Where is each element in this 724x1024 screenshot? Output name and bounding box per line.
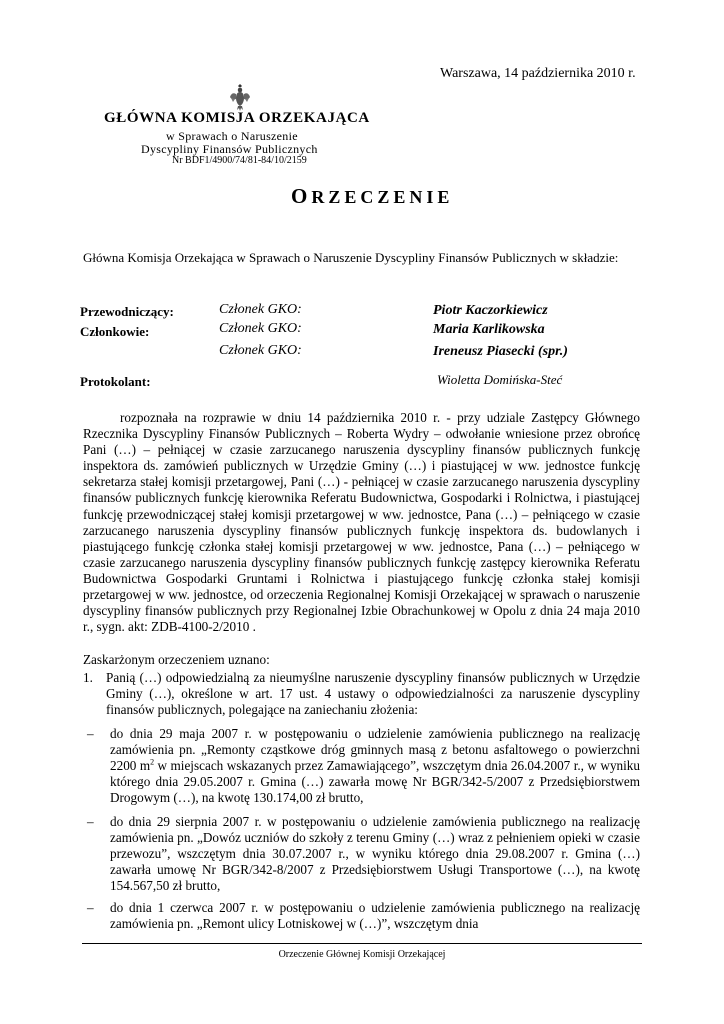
list-item-text: Panią (…) odpowiedzialną za nieumyślne naruszenie dyscypliny finansów publicznych w Urzędzie Gminy (…), określone w art. 17 ust. 4 ustawy o odpowiedzialności za naruszenie dyscypliny finansów publicznych, polegające na zaniechaniu złożenia: <box>106 670 640 718</box>
list-item-text-part: w miejscach wskazanych przez Zamawiającego”, wszczętym dnia 26.04.2007 r., w wyniku którego dnia 29.05.2007 r. Gmina (…) zawarła mowę Nr BGR/342-5/2007 z Przedsiębiorstwem Drogowym (…), na kwotę 130.174,00 zł brutto, <box>110 758 640 806</box>
member-name: Piotr Kaczorkiewicz <box>433 303 548 318</box>
ruling-body <box>83 410 640 635</box>
document-title <box>291 184 453 209</box>
list-item-text-part: do dnia 29 maja 2007 r. w postępowaniu o udzielenie zamówienia publicznego na realizację zamówienia pn. „Remonty cząstkowe dróg gminnych masą z betonu asfaltowego o powierzchni 2200 m <box>110 726 640 774</box>
polish-eagle-emblem-icon <box>229 84 251 112</box>
document-title-initial: O <box>291 184 312 208</box>
members-label: Członkowie: <box>80 324 150 339</box>
page-footer: Orzeczenie Głównej Komisji Orzekającej <box>278 949 446 960</box>
footer-divider <box>82 943 642 944</box>
superscript: 2 <box>150 757 155 767</box>
case-number: Nr BDF1/4900/74/81-84/10/2159 <box>172 155 307 166</box>
list-item <box>83 670 640 718</box>
recorder-name: Wioletta Domińska-Steć <box>437 372 563 387</box>
composition-intro: Główna Komisja Orzekająca w Sprawach o Naruszenie Dyscypliny Finansów Publicznych w składzie: <box>83 250 619 265</box>
member-title: Członek GKO: <box>219 302 302 317</box>
list-item-number: 1. <box>83 670 93 685</box>
document-title-rest: RZECZENIE <box>311 187 454 207</box>
list-item-text: do dnia 1 czerwca 2007 r. w postępowaniu o udzielenie zamówienia publicznego na realizację zamówienia pn. „Remont ulicy Lotniskowej w (…)”, wszczętym dnia <box>110 900 640 932</box>
place-date: Warszawa, 14 października 2010 r. <box>440 66 636 81</box>
ruling-body-text: rozpoznała na rozprawie w dniu 14 października 2010 r. - przy udziale Zastępcy Głównego Rzecznika Dyscypliny Finansów Publicznych – Roberta Wydry – odwołanie wniesione przez obrońcę Pani (…) – pełniącej w czasie zarzucanego naruszenia dyscypliny finansów publicznych funkcję inspektora ds. zamówień publicznych w Urzędzie Gminy (…) i piastującej w ww. jednostce funkcję sekretarza stałej komisji przetargowej, Pani (…) - pełniącej w czasie zarzucanego naruszenia dyscypliny finansów publicznych funkcję kierownika Referatu Budownictwa, Gospodarki i Rolnictwa, i piastującej funkcję przewodniczącej stałej komisji przetargowej w ww. jednostce, Pana (…) – pełniącego w czasie zarzucanego naruszenia dyscypliny finansów publicznych funkcję inspektora ds. budowlanych i piastującego funkcję członka stałej komisji przetargowej w ww. jednostce, Pana (…) – pełniącego w czasie zarzucanego naruszenia dyscypliny finansów publicznych funkcję zastępcy kierownika Referatu Budownictwa Gospodarki Gruntami i Rolnictwa i piastującego funkcję członka stałej komisji przetargowej w ww. jednostce, od orzeczenia Regionalnej Komisji Orzekającej w sprawach o naruszenie dyscypliny finansów publicznych przy Regionalnej Izbie Obrachunkowej w Opolu z dnia 24 maja 2010 r., sygn. akt: ZDB-4100-2/2010 . <box>83 410 640 635</box>
list-item <box>83 900 640 932</box>
list-item <box>83 726 640 806</box>
chair-label: Przewodniczący: <box>80 304 174 319</box>
institution-subtitle-2: Dyscypliny Finansów Publicznych <box>141 142 318 156</box>
institution-subtitle-1: w Sprawach o Naruszenie <box>166 129 298 143</box>
appealed-intro: Zaskarżonym orzeczeniem uznano: <box>83 652 270 667</box>
recorder-label: Protokolant: <box>80 374 151 389</box>
dash-bullet: – <box>87 726 94 741</box>
member-title: Członek GKO: <box>219 343 302 358</box>
dash-bullet: – <box>87 814 94 829</box>
list-item <box>83 814 640 894</box>
dash-bullet: – <box>87 900 94 915</box>
list-item-text <box>110 726 640 806</box>
institution-name: GŁÓWNA KOMISJA ORZEKAJĄCA <box>104 110 370 126</box>
member-title: Członek GKO: <box>219 321 302 336</box>
list-item-text: do dnia 29 sierpnia 2007 r. w postępowaniu o udzielenie zamówienia publicznego na realizację zamówienia pn. „Dowóz uczniów do szkoły z terenu Gminy (…) wraz z pełnieniem opieki w czasie przewozu”, wszczętym dnia 30.07.2007 r., w wyniku którego dnia 29.08.2007 r. Gmina (…) zawarła umowę Nr BGR/342-8/2007 z Przedsiębiorstwem Usługi Transportowe (…), na kwotę 154.567,50 zł brutto, <box>110 814 640 894</box>
member-name: Maria Karlikowska <box>433 322 545 337</box>
member-name: Ireneusz Piasecki (spr.) <box>433 344 568 359</box>
